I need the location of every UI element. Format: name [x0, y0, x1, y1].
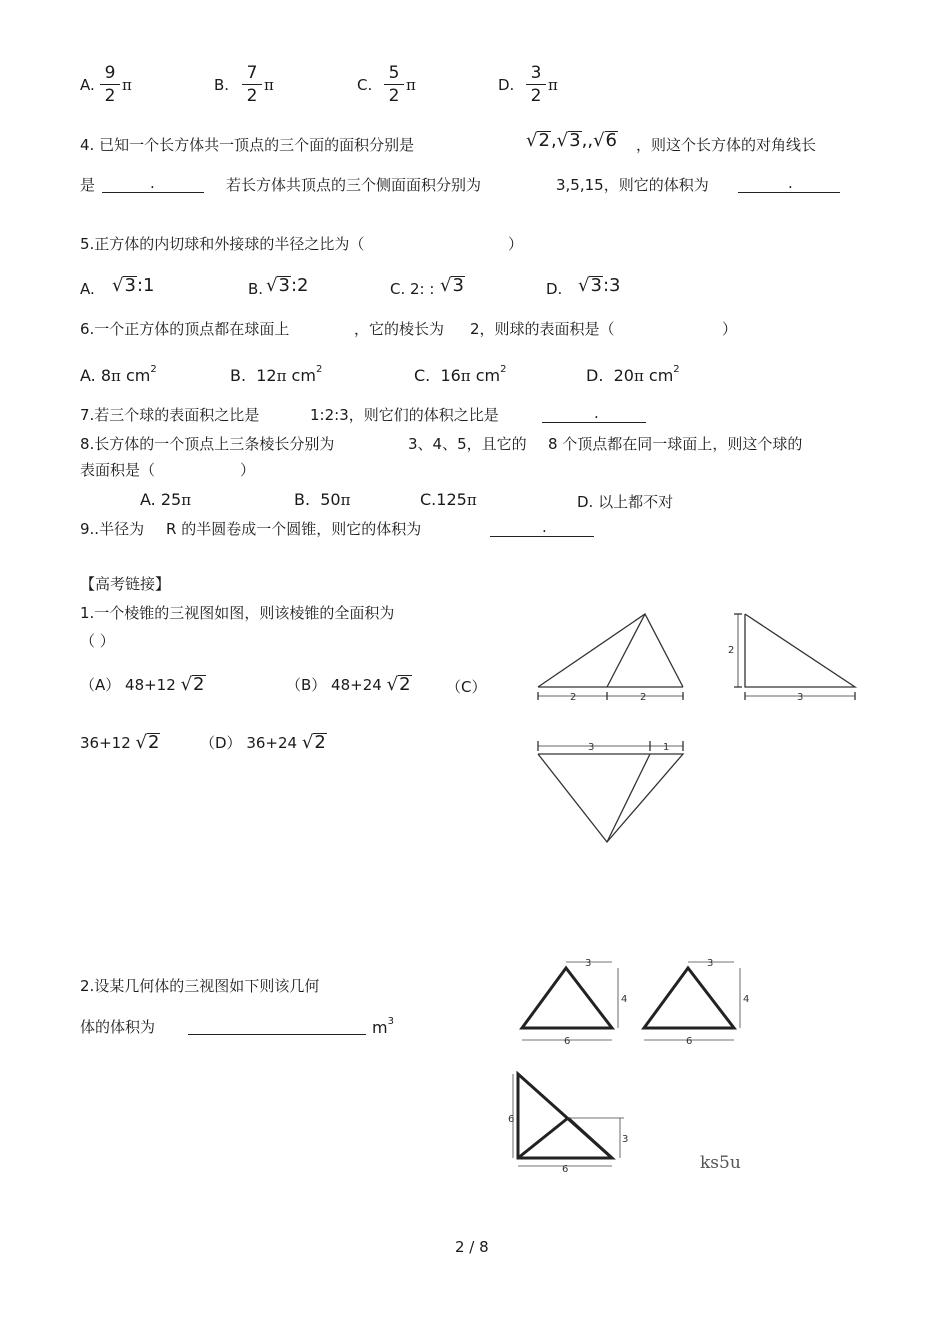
fig2-label-e: 4: [743, 994, 750, 1005]
figure-1-three-views: [510, 600, 890, 850]
q4-text: 4. 已知一个长方体共一顶点的三个面的面积分别是: [80, 136, 415, 154]
q3-option-b-fraction: 7 2: [240, 62, 264, 107]
fig2-label-i: 6: [562, 1164, 569, 1175]
q5-option-c-label: C. 2: :: [390, 280, 435, 298]
q4-answer-blank-1[interactable]: .: [102, 176, 204, 193]
fig1-label-w: 3: [797, 692, 804, 703]
fig1-label-l1: 2: [570, 692, 577, 703]
fig2-watermark: ks5u: [700, 1153, 741, 1173]
fig2-label-f: 6: [686, 1036, 693, 1047]
q8-option-c: C.125π: [420, 490, 477, 509]
g2-text-1: 2.设某几何体的三视图如下则该几何: [80, 977, 320, 995]
q5-option-d-value: √3:3: [578, 275, 621, 296]
q6-text-2: ，它的棱长为: [354, 320, 445, 338]
q6-text-3: 2，则球的表面积是（: [470, 320, 615, 338]
q8-option-a: A. 25π: [140, 490, 192, 509]
g2-text-2: 体的体积为: [80, 1018, 156, 1036]
q6-option-d: D. 20π $cm^2$: [586, 364, 680, 385]
fig2-label-b: 4: [621, 994, 628, 1005]
q4-line2-values: 3,5,15，则它的体积为: [556, 176, 709, 194]
q6-text-1: 6.一个正方体的顶点都在球面上: [80, 320, 290, 338]
q4-radicals: √2,√3,,√6: [526, 130, 617, 151]
q8-text-2: 3、4、5，且它的: [408, 435, 527, 453]
g1-option-b: （B） 48+24 √2: [286, 674, 411, 695]
q5-option-b-label: B.: [248, 280, 264, 298]
q8-text-1: 8.长方体的一个顶点上三条棱长分别为: [80, 435, 335, 453]
q4-text-end: ，则这个长方体的对角线长: [636, 136, 817, 154]
section-heading: 【高考链接】: [80, 575, 171, 593]
q8-text-3: 8 个顶点都在同一球面上，则这个球的: [548, 435, 803, 453]
g1-option-a: （A） 48+12 √2: [80, 674, 205, 695]
g1-option-c-label: （C）: [446, 678, 487, 696]
q4-line2-start: 是: [80, 176, 96, 194]
fig1-label-h: 2: [728, 645, 735, 656]
fig1-front-outline: [538, 614, 683, 687]
page-number: 2 / 8: [455, 1238, 489, 1256]
q7-answer-blank[interactable]: .: [542, 406, 646, 423]
q8-option-b: B. 50π: [294, 490, 351, 509]
q5-text: 5.正方体的内切球和外接球的半径之比为（: [80, 235, 365, 253]
q3-option-a-pi: π: [122, 76, 132, 94]
fig1-label-l2: 2: [640, 692, 647, 703]
q8-text-4: 表面积是（: [80, 461, 156, 479]
fig1-side-outline: [745, 614, 855, 687]
q3-option-c-label: C.: [357, 76, 373, 94]
fig2-label-d: 3: [707, 958, 714, 969]
g1-text: 1.一个棱锥的三视图如图，则该棱锥的全面积为: [80, 604, 395, 622]
fig2-label-g: 6: [508, 1114, 515, 1125]
q8-option-d: D. 以上都不对: [577, 493, 674, 511]
g1-option-d: （D） 36+24 √2: [200, 732, 326, 753]
q7-text-1: 7.若三个球的表面积之比是: [80, 406, 260, 424]
q5-option-d-label: D.: [546, 280, 563, 298]
q9-answer-blank[interactable]: .: [490, 520, 594, 537]
q9-text-1: 9..半径为: [80, 520, 145, 538]
q3-option-d-label: D.: [498, 76, 515, 94]
fig2-side-triangle: [644, 968, 734, 1028]
g2-answer-blank[interactable]: [188, 1018, 366, 1035]
fig2-label-c: 6: [564, 1036, 571, 1047]
q3-option-c-pi: π: [406, 76, 416, 94]
q5-option-b-value: √3:2: [266, 275, 309, 296]
fig2-label-h: 3: [622, 1134, 629, 1145]
fig2-front-triangle: [522, 968, 612, 1028]
q3-option-b-label: B.: [214, 76, 230, 94]
q5-option-c-value: √3: [440, 275, 464, 296]
q3-option-a-fraction: 9 2: [98, 62, 122, 107]
q5-paren-close: ）: [508, 235, 524, 253]
q7-text-2: 1:2:3，则它们的体积之比是: [310, 406, 499, 424]
q3-option-b-pi: π: [264, 76, 274, 94]
q4-answer-blank-2[interactable]: .: [738, 176, 840, 193]
q3-option-d-pi: π: [548, 76, 558, 94]
q6-option-b: B. 12π $cm^2$: [230, 364, 323, 385]
q6-option-c: C. 16π $cm^2$: [414, 364, 507, 385]
g1-option-c-value: 36+12 √2: [80, 732, 160, 753]
g1-paren: （ ）: [80, 632, 115, 650]
fig1-label-t2: 1: [663, 742, 670, 753]
q5-option-a-value: √3:1: [112, 275, 155, 296]
g2-unit: $m^3$: [372, 1016, 394, 1037]
q3-option-c-fraction: 5 2: [382, 62, 406, 107]
q9-text-2: R 的半圆卷成一个圆锥，则它的体积为: [166, 520, 422, 538]
q6-paren-close: ）: [722, 320, 738, 338]
fig1-top-outline: [538, 754, 683, 842]
q4-line2-text: 若长方体共顶点的三个侧面面积分别为: [226, 176, 482, 194]
q5-option-a-label: A.: [80, 280, 95, 298]
q8-paren-close: ）: [240, 461, 256, 479]
q6-option-a: A. 8π $cm^2$: [80, 364, 157, 385]
fig2-label-a: 3: [585, 958, 592, 969]
figure-2-three-views: [508, 946, 768, 1182]
fig1-label-t1: 3: [588, 742, 595, 753]
q3-option-d-fraction: 3 2: [524, 62, 548, 107]
q3-option-a-label: A.: [80, 76, 95, 94]
